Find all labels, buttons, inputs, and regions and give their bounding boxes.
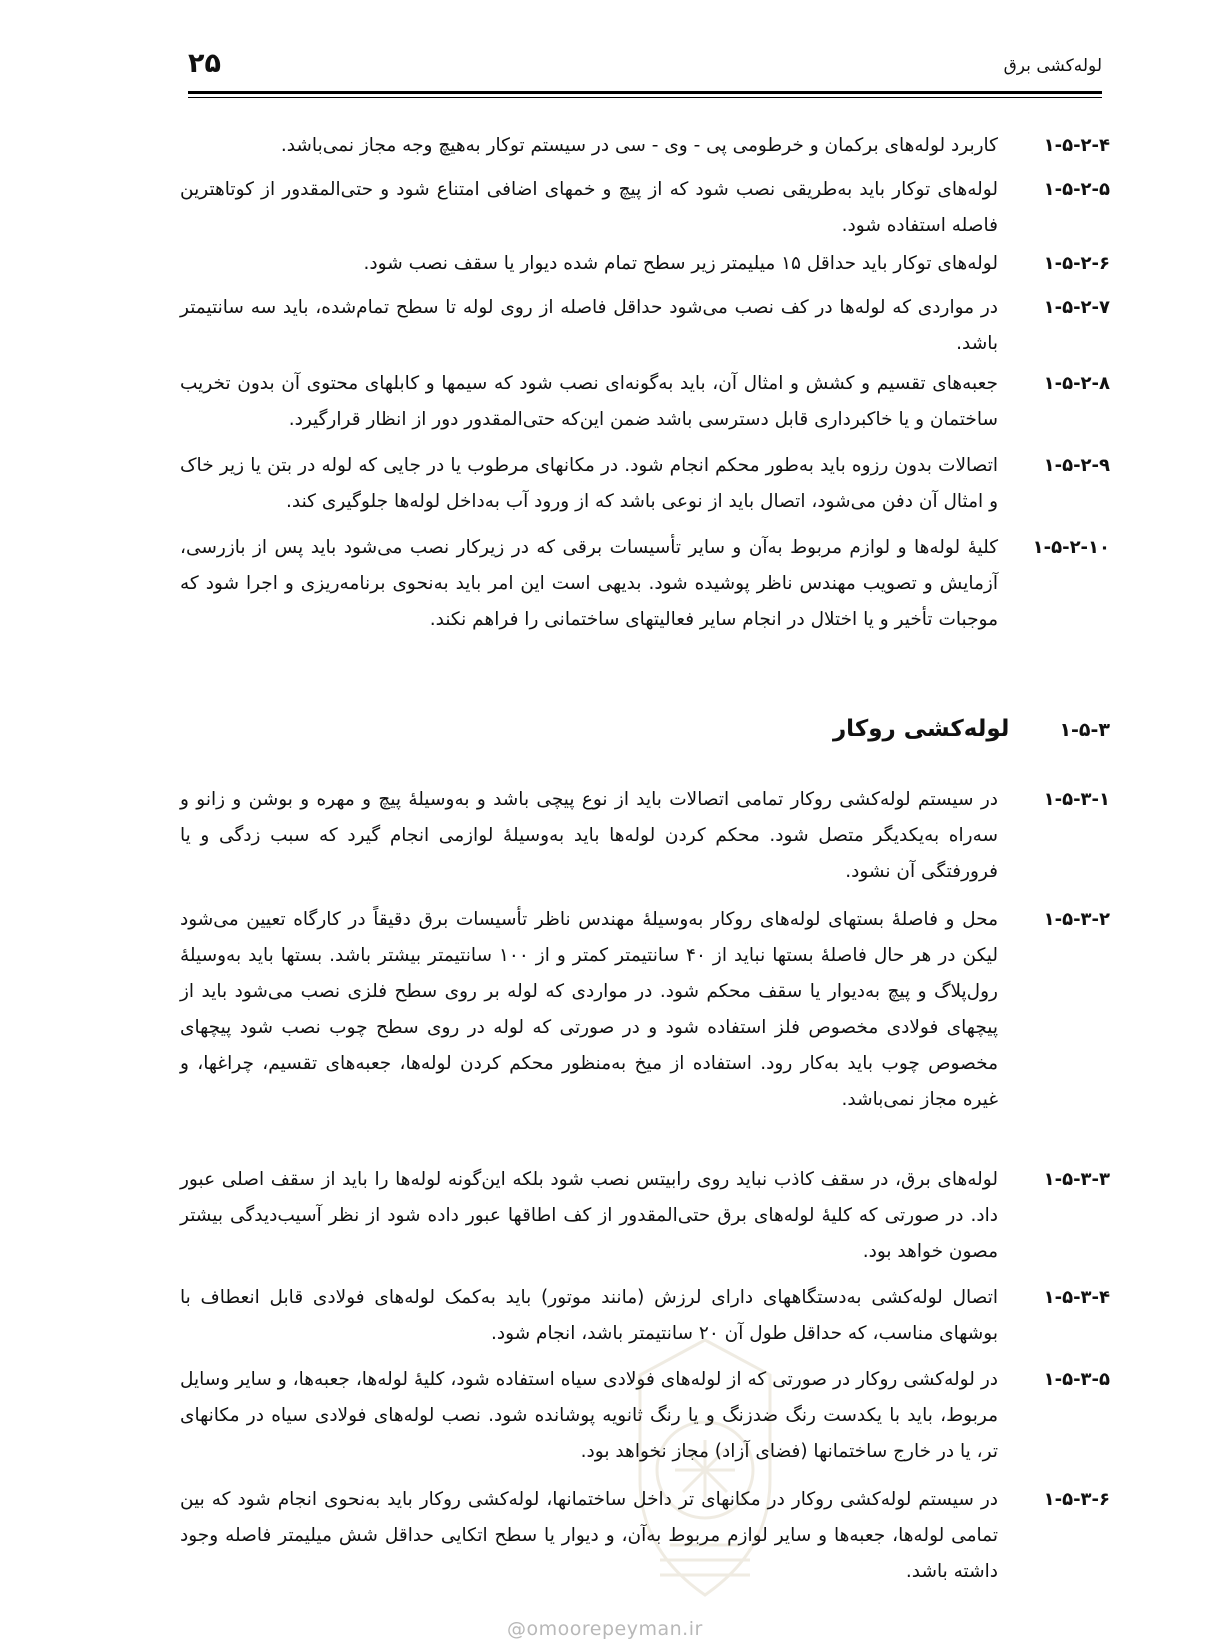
section-heading — [833, 716, 1110, 742]
clause-text: لوله‌های توکار باید حداقل ۱۵ میلیمتر زیر سطح تمام شده دیوار یا سقف نصب شود. — [363, 253, 998, 274]
clause-number: ۱-۵-۳-۲ — [1043, 909, 1110, 930]
page-header — [180, 46, 1102, 90]
clause-1-5-3-2 — [180, 902, 1110, 1118]
watermark-url: @omoorepeyman.ir — [507, 1618, 703, 1640]
clause-text: در سیستم لوله‌کشی روکار در مکانهای تر داخل ساختمانها، لوله‌کشی روکار باید به‌نحوی انجام شود که بین تمامی لوله‌ها، جعبه‌ها و سایر لوازم مربوط به‌آن، و دیوار یا سطح اتکایی حداقل شش میلیمتر فاصله وجود داشته باشد. — [180, 1489, 998, 1582]
clause-1-5-2-7 — [180, 290, 1110, 362]
clause-1-5-2-8 — [180, 366, 1110, 438]
clause-text: کاربرد لوله‌های برکمان و خرطومی پی - وی - سی در سیستم توکار به‌هیچ وجه مجاز نمی‌باشد. — [280, 135, 998, 156]
clause-1-5-3-6 — [180, 1482, 1110, 1590]
clause-number: ۱-۵-۲-۹ — [1043, 455, 1110, 476]
clause-text: اتصال لوله‌کشی به‌دستگاههای دارای لرزش (مانند موتور) باید به‌کمک لوله‌های فولادی قابل انعطاف با بوشهای مناسب، که حداقل طول آن ۲۰ سانتیمتر باشد، انجام شود. — [180, 1287, 998, 1344]
clause-1-5-2-10 — [180, 530, 1110, 638]
clause-text: در مواردی که لوله‌ها در کف نصب می‌شود حداقل فاصله از روی لوله تا سطح تمام‌شده، باید سه سانتیمتر باشد. — [180, 297, 998, 354]
clause-text: در لوله‌کشی روکار در صورتی که از لوله‌های فولادی سیاه استفاده شود، کلیهٔ لوله‌ها، جعبه‌ها، و سایر وسایل مربوط، باید با یکدست رنگ ضدزنگ و یا رنگ ثانویه پوشانده شود. نصب لوله‌های فولادی سیاه در مکانهای تر، یا در خارج ساختمانها (فضای آزاد) مجاز نخواهد بود. — [180, 1369, 998, 1462]
clause-number: ۱-۵-۲-۶ — [1043, 253, 1110, 274]
chapter-title: لوله‌کشی برق — [1003, 56, 1102, 76]
clause-text: در سیستم لوله‌کشی روکار تمامی اتصالات باید از نوع پیچی باشد و به‌وسیلهٔ پیچ و مهره و بوشن و زانو و سه‌راه به‌یکدیگر متصل شود. محکم کردن لوله‌ها باید به‌وسیلهٔ لوازمی انجام گیرد که سبب زدگی و یا فرورفتگی آن نشود. — [180, 789, 998, 882]
clause-number: ۱-۵-۳-۴ — [1043, 1287, 1110, 1308]
clause-text: لوله‌های توکار باید به‌طریقی نصب شود که از پیچ و خمهای اضافی امتناع شود و حتی‌المقدور از کوتاهترین فاصله استفاده شود. — [180, 179, 998, 236]
clause-number: ۱-۵-۲-۴ — [1043, 135, 1110, 156]
clause-number: ۱-۵-۳-۱ — [1043, 789, 1110, 810]
clause-text: محل و فاصلهٔ بستهای لوله‌های روکار به‌وسیلهٔ مهندس ناظر تأسیسات برق دقیقاً در کارگاه تعیین می‌شود لیکن در هر حال فاصلهٔ بستها نباید از ۴۰ سانتیمتر کمتر و از ۱۰۰ سانتیمتر بیشتر باشد. بستها باید به‌وسیلهٔ رول‌پلاگ و پیچ به‌دیوار یا سقف محکم شود. در مواردی که لوله بر روی سطح فلزی نصب می‌شود باید از پیچهای فولادی مخصوص فلز استفاده شود و در صورتی که لوله در روی سطح چوب نصب شود پیچهای مخصوص چوب باید به‌کار رود. استفاده از میخ به‌منظور محکم کردن لوله‌ها، جعبه‌های تقسیم، چراغها، و غیره مجاز نمی‌باشد. — [180, 909, 999, 1110]
clause-text: اتصالات بدون رزوه باید به‌طور محکم انجام شود. در مکانهای مرطوب یا در جایی که لوله در بتن یا زیر خاک و امثال آن دفن می‌شود، اتصال باید از نوعی باشد که از ورود آب به‌داخل لوله‌ها جلوگیری کند. — [180, 455, 998, 512]
section-title: لوله‌کشی روکار — [832, 716, 1010, 742]
clause-number: ۱-۵-۲-۷ — [1043, 297, 1110, 318]
header-rule-thick — [188, 91, 1102, 94]
clause-1-5-3-1 — [180, 782, 1110, 890]
clause-1-5-2-5 — [180, 172, 1110, 244]
clause-number: ۱-۵-۲-۸ — [1043, 373, 1110, 394]
clause-number: ۱-۵-۳-۵ — [1043, 1369, 1110, 1390]
clause-text: کلیهٔ لوله‌ها و لوازم مربوط به‌آن و سایر تأسیسات برقی که در زیرکار نصب می‌شود باید پس از بازرسی، آزمایش و تصویب مهندس ناظر پوشیده شود. بدیهی است این امر باید به‌نحوی برنامه‌ریزی و اجرا شود که موجبات تأخیر و یا اختلال در انجام سایر فعالیتهای ساختمانی را فراهم نکند. — [180, 537, 998, 630]
clause-number: ۱-۵-۳-۶ — [1043, 1489, 1110, 1510]
clause-number: ۱-۵-۳-۳ — [1043, 1169, 1110, 1190]
clause-1-5-2-9 — [180, 448, 1110, 520]
page-number: ۲۵ — [188, 48, 221, 79]
clause-1-5-2-6 — [180, 246, 1110, 282]
section-number: ۱-۵-۳ — [1059, 719, 1110, 741]
clause-text: لوله‌های برق، در سقف کاذب نباید روی رابیتس نصب شود بلکه این‌گونه لوله‌ها را باید از سقف اصلی عبور داد. در صورتی که کلیهٔ لوله‌های برق حتی‌المقدور از کف اطاقها عبور داده شود از نظر آسیب‌دیدگی بیشتر مصون خواهد بود. — [180, 1169, 998, 1262]
clause-1-5-3-5 — [180, 1362, 1110, 1470]
clause-number: ۱-۵-۲-۱۰ — [1032, 537, 1110, 558]
clause-1-5-3-4 — [180, 1280, 1110, 1352]
clause-text: جعبه‌های تقسیم و کشش و امثال آن، باید به‌گونه‌ای نصب شود که سیمها و کابلهای محتوی آن بدون تخریب ساختمان و یا خاکبرداری قابل دسترسی باشد ضمن این‌که حتی‌المقدور دور از انظار قرار‌گیرد. — [180, 373, 998, 430]
header-rule-thin — [188, 97, 1102, 98]
clause-number: ۱-۵-۲-۵ — [1043, 179, 1110, 200]
clause-1-5-3-3 — [180, 1162, 1110, 1270]
watermark-url-text: omoorepeyman.ir — [526, 1618, 703, 1640]
clause-1-5-2-4 — [180, 128, 1110, 164]
